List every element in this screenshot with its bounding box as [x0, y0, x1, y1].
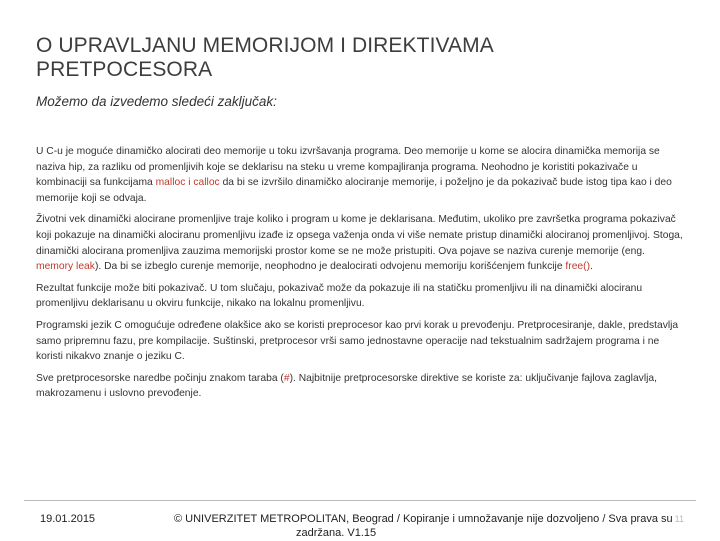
copyright-line2: zadržana. V1.15 [296, 527, 377, 539]
paragraph-text: Životni vek dinamički alocirane promenljive traje koliko i program u kome je deklarisana. Međutim, ukoliko pre završetka programa pokazivač koji pokazuje na dinamički alociranu promenljivu izađe iz opsega važenja onda vi više nemate pristup dinamički alociranoj promenljivoj. Stoga, dinamički alocirana promenljiva zauzima memorijski prostor kome se ne može pristupiti. Ova pojave se naziva curenje memorije (eng. [36, 214, 683, 257]
paragraph-text: U C-u je moguće dinamičko alocirati deo memorije u toku izvršavanja programa. Deo memorije u kome se alocira dinamička memorija se naziva hip, za razliku od promenljivih koje se deklarisu na steku u vreme kompajliranja programa. Neohodno je koristiti pokazivače u kombinaciji sa funkcijama [36, 146, 660, 189]
paragraph-text: ). Najbitnije pretprocesorske direktive se koriste za: uključivanje fajlova zaglavlja, makrozamenu i uslovno prevođenje. [36, 372, 657, 400]
footer-date: 19.01.2015 [40, 513, 96, 525]
slide-title [36, 34, 676, 82]
highlight-hash: # [283, 372, 290, 384]
paragraph-memory-leak [36, 212, 684, 274]
paragraph-preprocessor: Programski jezik C omogućuje određene olakšice ako se koristi preprocesor kao prvi korak u prevođenju. Pretprocesiranje, dakle, predstavlja samo pripremnu fazu, pre kompilacije. Suštinski, pretprocesor vrši samo jednostavne operacije nad tekstualnim sadržajem programa i ne koristi nikakvo znanje o jeziku C. [36, 319, 679, 363]
highlight-memory-leak: memory leak [36, 261, 95, 273]
paragraph-function-pointer: Rezultat funkcije može biti pokazivač. U tom slučaju, pokazivač može da pokazuje ili na statičku promenljivu ili na dinamički alociranu promenljivu deklarisanu u okviru funkcije, nikako na lokalnu promenljivu. [36, 282, 643, 310]
slide-title-line2: PRETPOCESORA [36, 58, 213, 81]
slide-title-line1: O UPRAVLJANU MEMORIJOM I DIREKTIVAMA [36, 34, 494, 57]
paragraph-directives [36, 371, 684, 402]
slide-subtitle: Možemo da izvedemo sledeći zaključak: [36, 94, 277, 109]
page-number: 11 [674, 514, 684, 524]
copyright-line1: © UNIVERZITET METROPOLITAN, Beograd / Kopiranje i umnožavanje nije dozvoljeno / Sva prava su [174, 513, 673, 525]
paragraph-text: da bi se izvršilo dinamičko alociranje memorije, i poželjno je da pokazivač bude istog tipa kao i deo memorije koji se odvaja. [36, 177, 672, 204]
footer-copyright [174, 512, 674, 540]
slide-body [36, 144, 684, 408]
paragraph-text: . [590, 261, 593, 273]
paragraph-text: ). Da bi se izbeglo curenje memorije, neophodno je dealocirati odvojenu memoriju korišćenjem funkcije [94, 261, 566, 273]
highlight-malloc-calloc: malloc i calloc [155, 177, 220, 189]
highlight-free: free() [565, 261, 591, 273]
slide-footer [24, 500, 696, 541]
paragraph-text: Sve pretprocesorske naredbe počinju znakom taraba ( [36, 372, 284, 384]
paragraph-dynamic-allocation [36, 144, 684, 206]
